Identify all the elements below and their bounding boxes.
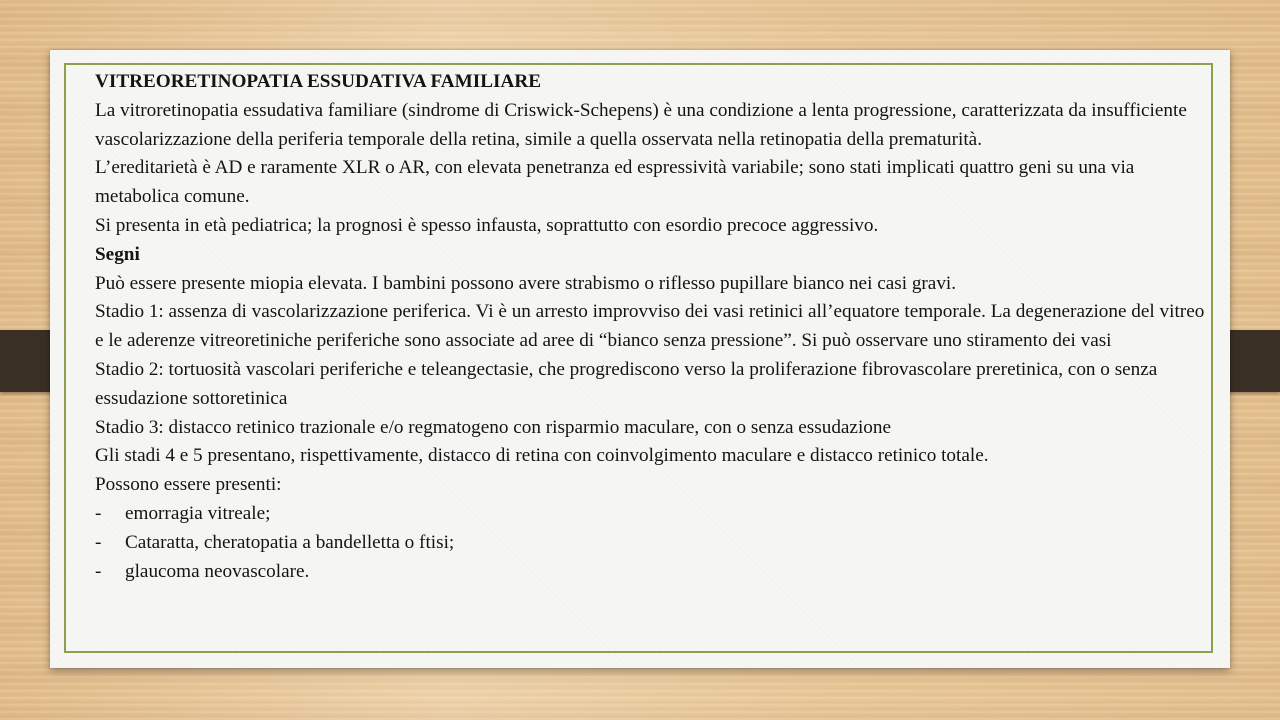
bullet-dash: - (95, 502, 102, 524)
sign-myopia: Può essere presente miopia elevata. I bambini possono avere strabismo o riflesso pupillare bianco nei casi gravi. (95, 272, 957, 294)
heredity-paragraph: L’ereditarietà è AD e raramente XLR o AR, con elevata penetranza ed espressività variabile; sono stati implicati quattro geni su una via metabolica comune. (95, 157, 1135, 208)
sign-possible-findings: Possono essere presenti: (95, 474, 282, 496)
list-item-text: Cataratta, cheratopatia a bandelletta o ftisi; (125, 531, 455, 553)
bullet-dash: - (95, 560, 102, 582)
intro-paragraph: La vitroretinopatia essudativa familiare (sindrome di Criswick-Schepens) è una condizione a lenta progressione, caratterizzata da insufficiente vascolarizzazione della periferia temporale della retina, simile a quella osservata nella retinopatia della prematurità. (95, 99, 1187, 150)
list-item-text: glaucoma neovascolare. (125, 560, 310, 582)
sign-stage-1: Stadio 1: assenza di vascolarizzazione periferica. Vi è un arresto improvviso dei vasi retinici all’equatore temporale. La degenerazione del vitreo e le aderenze vitreoretiniche periferiche sono associate ad aree di “bianco senza pressione”. Si può osservare uno stiramento dei vasi (95, 301, 1205, 352)
prognosis-paragraph: Si presenta in età pediatrica; la prognosi è spesso infausta, soprattutto con esordio precoce aggressivo. (95, 214, 879, 236)
list-item (95, 529, 1205, 558)
signs-heading: Segni (95, 243, 140, 265)
sign-stage-3: Stadio 3: distacco retinico trazionale e/o regmatogeno con risparmio maculare, con o senza essudazione (95, 416, 891, 438)
list-item-text: emorragia vitreale; (125, 502, 271, 524)
bullet-dash: - (95, 531, 102, 553)
sign-stage-2: Stadio 2: tortuosità vascolari periferiche e teleangectasie, che progrediscono verso la proliferazione fibrovascolare preretinica, con o senza essudazione sottoretinica (95, 358, 1158, 409)
list-item (95, 500, 1205, 529)
slide-content (95, 68, 1205, 586)
slide-paper (50, 50, 1230, 668)
slide-title: VITREORETINOPATIA ESSUDATIVA FAMILIARE (95, 71, 542, 92)
list-item (95, 558, 1205, 587)
sign-stages-4-5: Gli stadi 4 e 5 presentano, rispettivamente, distacco di retina con coinvolgimento maculare e distacco retinico totale. (95, 445, 989, 467)
